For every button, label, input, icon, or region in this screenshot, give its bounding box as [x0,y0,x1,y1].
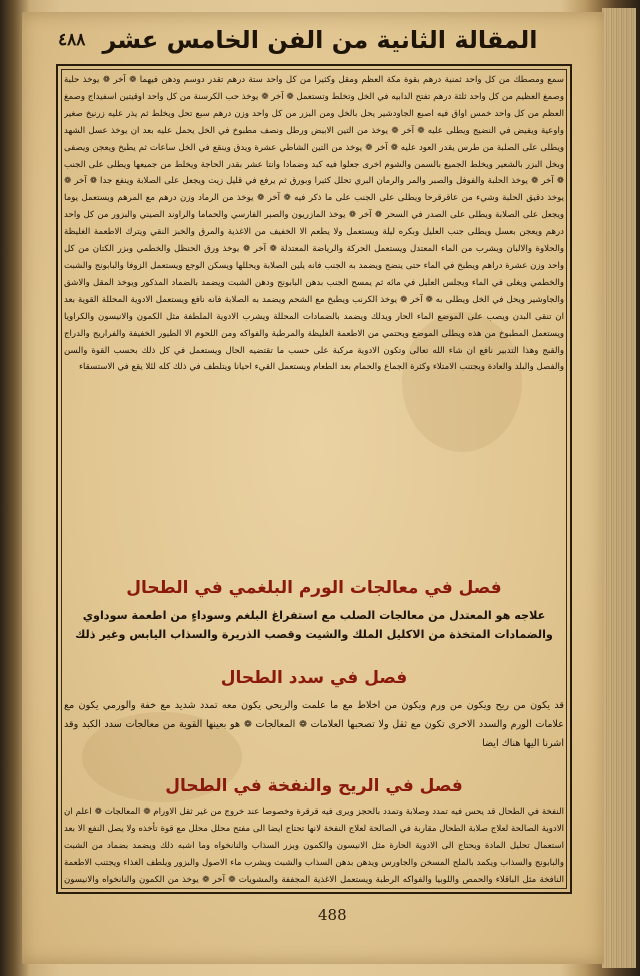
text-frame [56,64,572,894]
section-title-spleen-wind: فصل في الريح والنفخة في الطحال [165,776,463,796]
main-paragraph: سمع ومصطك من كل واحد ثمنية درهم بقوة مكة العظم ومقل وكثيرا من كل واحد ستة درهم تقدر دوسم ودهن فيهما ❁ آخر ❁ يوخذ حلبة وصمغ العظيم من كل واحد ثلثة درهم تفتح الدابيه في الخل وتخلط وتستعمل ❁ آخر ❁ يوخذ حب الكرسنة من كل واحد اوقيتين اسفيداج وصمغ العظم من كل واحد خمس اواق فيه اصبع الجاودشير يحل بالخل ومن البزر من كل واحد وزن درهم سبع تحل ويخلط ثم يذر عليه زرنيخ صغير واوعية ويفيض في النضيج ويطلى عليه ❁ آخر ❁ يوخذ من التين الابيض ورطل ونصف مطبوخ في الخل يحمل عليه بعد ان يوخذ عسل الشهد ويطلى على الصلبة من طرس يقدر العود عليه ❁ آخر ❁ يوخذ من التين الشاطي عشرة ويدق وينقع في الخل ساعات ثم يطبخ ويعجن ويصفى وبخل البزر بالشعير ويخلط الجميع بالسمن والشوم اخرى جعلوا فيه كبد وضمادا وانتا عشر بقدر الحاجة ويخلط من جميعها ويطلى على الجنب ❁ آخر ❁ يوخذ الحلبة والفوفل والصبر والمر والرمان البري تحلل كثيرا وبورق ثم يرفع في قليل زيت ويجعل على الصلابة وينفع جدا ❁ آخر ❁ يوخذ دقيق الحلبة وشيء من عاقرقرحا ويطلى على الجنب على ما ذكر فيه ❁ آخر ❁ يوخذ من الرماد وزن درهم مع المرهم ويستعمل يوما ويجعل على الصلابة ويطلى على الصدر في السحر ❁ آخر ❁ يوخذ المازريون والصبر الفارسي والحماما والراوند الصيني والبزور من كل واحد درهم ويعجن بعسل ويطلى جنب العليل وبكره ليلة ويستعمل ولا يطعم الا الخفيف من الاغذية والمرق والخبز النقي ويترك الاطعمة الغليظة والحلاوة والالبان ويشرب من الماء المعتدل ويستعمل الحركة والرياضة المعتدلة ❁ آخر ❁ يوخذ ورق الحنظل والخطمي وبزر الكتان من كل واحد وزن عشرة دراهم ويطبخ في الماء حتى ينضج ويضمد به الجنب فانه يلين الصلابة ويحللها ويسكن الوجع ويستعمل الزوفا والبابونج والشبت والخطمي ويغلى في الماء ويجلس العليل في مائه ثم يمسح الجنب بدهن البابونج ودهن الشبت ويضمد بالضماد المذكور ويوخذ المقل والاشق والجاوشير ويحل في الخل ويطلى به ❁ آخر ❁ يوخذ الكرنب ويطبخ مع الشحم ويضمد به الصلابة فانه نافع ويستعمل الادوية المحللة القوية بعد ان تنقى البدن ويصب على الموضع الماء الحار ويدلك ويضمد بالضمادات المحللة ويشرب الادوية الملطفة مثل الكمون والانيسون والكراويا ويستعمل المطبوخ من هذه ويطلى الموضع ويحتمي من الاطعمة الغليظة والمرطبة والفواكه ومن اللحوم الا الطيور الخفيفة والفراريج والدراج والقبج وهذا التدبير نافع ان شاء الله تعالى وتكون الادوية مركبة على حسب ما تقتضيه الحال ويستعمل في كل ذلك بحسب القوة والسن والفصل والبلد والعادة ويجتنب الامتلاء وكثرة الجماع والحمام بعد الطعام ويستعمل القيء احيانا ويتلطف في ذلك كله لئلا يقع في الاستسقاء [64,75,564,373]
section-title-spleen-obstruction: فصل في سدد الطحال [220,668,408,688]
section-text-phlegm-swelling: علاجه هو المعتدل من معالجات الصلب مع استفراغ البلغم وسوداءٍ من اطعمة سوداوي والضمادات المتخذة من الاكليل الملك والشيت وقصب الذريرة والسذاب اليابس وغير ذلك [75,609,553,641]
section-text-spleen-obstruction: قد يكون من ريح ويكون من ورم ويكون من اخلاط مع ما علمت والريحي يكون معه تمدد شديد مع خفة والورمي يكون مع علامات الورم والسدد الاخرى تكون مع ثقل ولا تصحبها العلامات ❁ المعالجات ❁ هو بعينها القوية من معالجات سدد الكبد وقد اشرنا اليها هناك ايضا [64,700,564,749]
section-text-spleen-wind: النفخة في الطحال قد يحس فيه تمدد وصلابة وتمدد بالحجز ويرى فيه قرقرة وخصوصا عند خروج من غير ثقل الاورام ❁ المعالجات ❁ اعلم ان الادوية الصالحة لعلاج صلابة الطحال مقاربة في الصالحة لعلاج النفخة لانها تحتاج ايضا الى مفتح محلل محلل مع قوة تأخذه ولا يصل النفع الا بعد استعمال تحليل المادة ويحتاج الى الادوية الحارة مثل الانيسون والكمون وبزر السذاب والنانخواه وما اشبه ذلك ويضمد بضماد من الشبت والبابونج والسذاب ويكمد بالملح المسخن والجاورس ويدهن بدهن السذاب والشبت ويشرب ماء الاصول والبزور ويلطف الغذاء ويجتنب الاطعمة النافخة مثل الباقلاء والحمص واللوبيا والفواكه الرطبة ويستعمل الاغذية المجففة والمشويات ❁ آخر ❁ يوخذ من الكمون والنانخواه والانيسون [64,807,564,885]
page-title: المقالة الثانية من الفن الخامس عشر [102,26,538,54]
header-page-number: ٤٨٨ [58,30,86,50]
section-title-phlegm-swelling: فصل في معالجات الورم البلغمي في الطحال [126,578,502,598]
footer-page-number: 488 [318,906,347,924]
page-edges [602,8,636,968]
